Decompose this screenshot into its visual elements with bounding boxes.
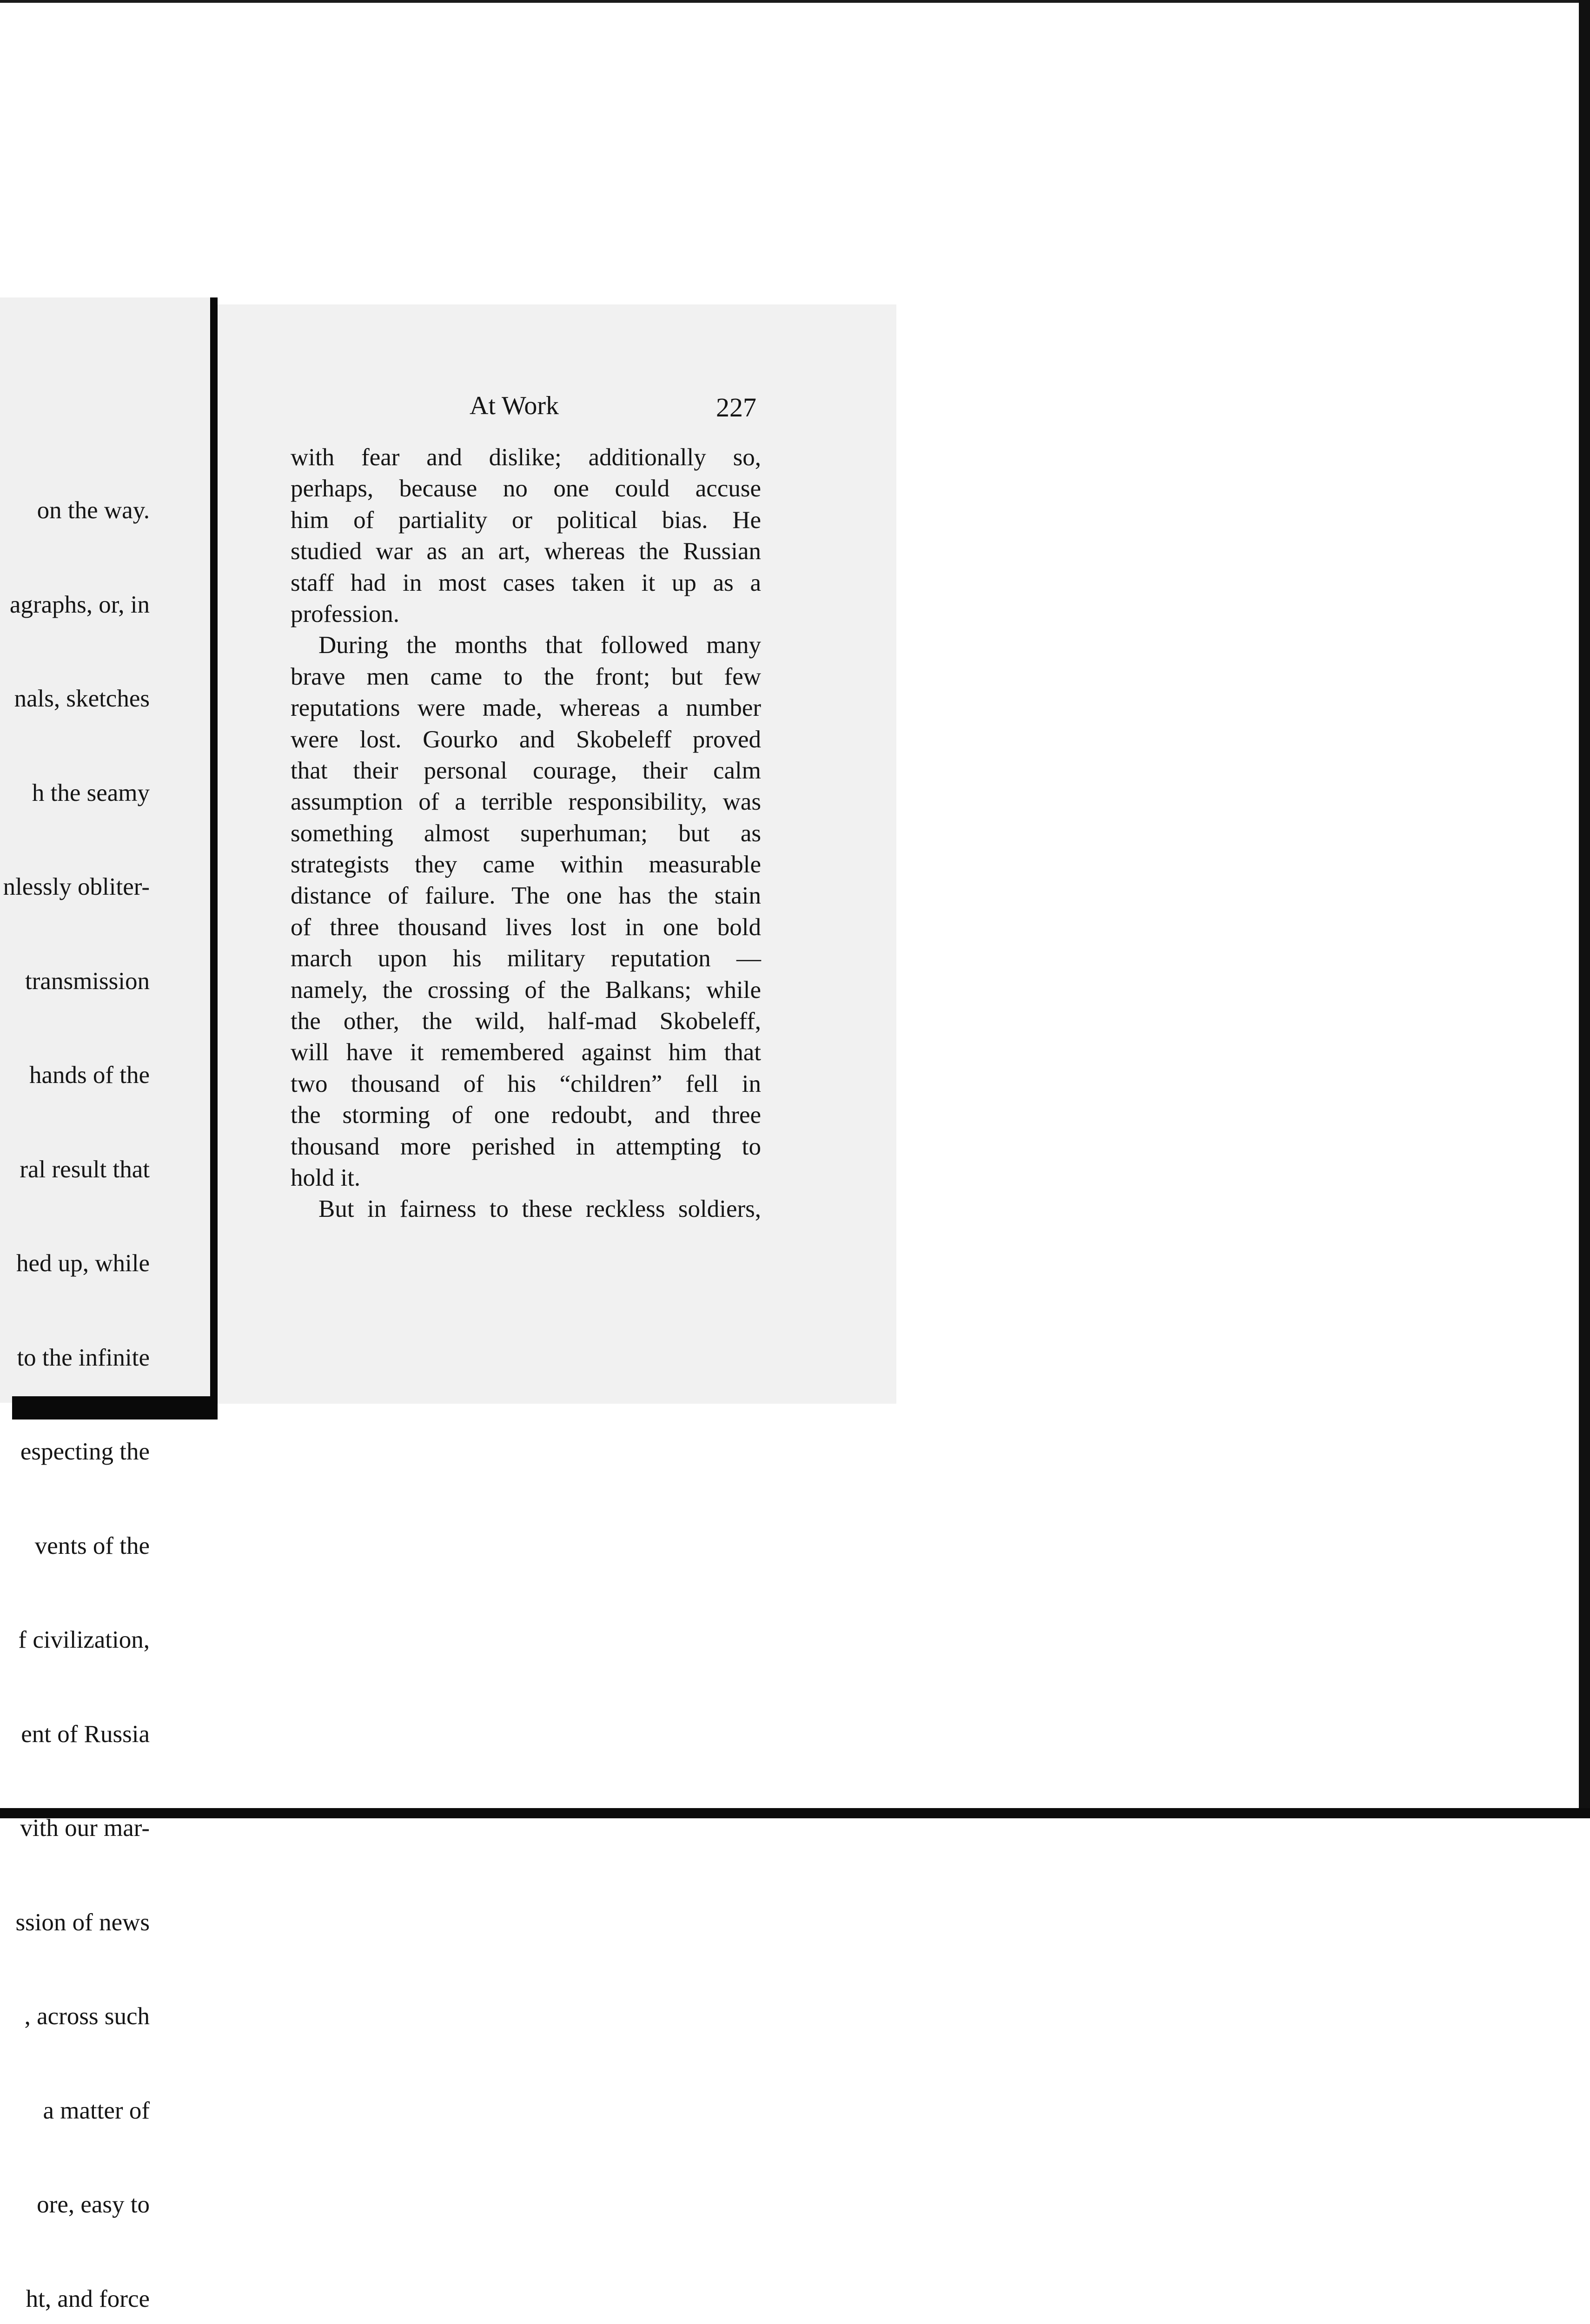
text-line: ssion of news — [15, 1908, 150, 1936]
body-text — [291, 442, 761, 1225]
text-line: will have it remembered against him that — [291, 1039, 761, 1066]
text-line: transmission — [25, 967, 150, 995]
text-line: the other, the wild, half-mad Skobeleff, — [291, 1008, 761, 1035]
text-line: But in fairness to these reckless soldiers, — [318, 1195, 761, 1223]
text-line: were lost. Gourko and Skobeleff proved — [291, 726, 761, 753]
text-line: f civilization, — [18, 1626, 150, 1653]
text-line: thousand more perished in attempting to — [291, 1133, 761, 1160]
text-line: ht, and force — [26, 2285, 150, 2312]
text-line: hands of the — [29, 1062, 150, 1089]
text-line: a matter of — [43, 2097, 150, 2124]
text-line: reputations were made, whereas a number — [291, 694, 761, 722]
running-head: At Work — [470, 391, 559, 420]
text-line: perhaps, because no one could accuse — [291, 475, 761, 502]
text-line: especting the — [20, 1438, 150, 1465]
text-line: march upon his military reputation — — [291, 945, 761, 972]
text-line: hold it. — [291, 1164, 361, 1191]
scan-bottom-bar — [0, 1808, 1590, 1818]
left-page-text — [3, 432, 150, 2324]
text-line: of three thousand lives lost in one bold — [291, 913, 761, 941]
left-page — [0, 297, 210, 2312]
text-line: distance of failure. The one has the stain — [291, 882, 761, 910]
book-spine-shadow — [210, 297, 218, 1419]
text-line: hed up, while — [16, 1250, 150, 1277]
page-number: 227 — [716, 392, 756, 423]
text-line: h the seamy — [32, 779, 150, 806]
text-line: profession. — [291, 600, 400, 627]
text-line: ent of Russia — [21, 1720, 150, 1748]
text-line: studied war as an art, whereas the Russian — [291, 538, 761, 565]
text-line: nals, sketches — [14, 685, 150, 712]
scan-top-rule — [0, 0, 1590, 3]
text-line: ral result that — [20, 1155, 150, 1183]
text-line: with fear and dislike; additionally so, — [291, 444, 761, 471]
text-line: staff had in most cases taken it up as a — [291, 569, 761, 596]
text-line: two thousand of his “children” fell in — [291, 1070, 761, 1097]
text-line: that their personal courage, their calm — [291, 757, 761, 784]
text-line: something almost superhuman; but as — [291, 819, 761, 847]
text-line: ore, easy to — [37, 2191, 150, 2218]
text-line: on the way. — [37, 497, 150, 524]
text-line: brave men came to the front; but few — [291, 663, 761, 690]
text-line: During the months that followed many — [318, 632, 761, 659]
page-bottom-shadow — [12, 1396, 216, 1419]
text-line: vents of the — [34, 1532, 150, 1559]
text-line: vith our mar- — [20, 1815, 150, 1842]
text-line: to the infinite — [17, 1344, 150, 1371]
text-line: strategists they came within measurable — [291, 851, 761, 878]
text-line: him of partiality or political bias. He — [291, 506, 761, 534]
text-line: , across such — [24, 2003, 150, 2030]
text-line: assumption of a terrible responsibility, was — [291, 788, 761, 816]
text-line: the storming of one redoubt, and three — [291, 1102, 761, 1129]
text-line: namely, the crossing of the Balkans; while — [291, 976, 761, 1004]
text-line: agraphs, or, in — [9, 591, 150, 618]
scan-right-edge — [1579, 0, 1590, 1818]
text-line: nlessly obliter- — [3, 873, 150, 900]
